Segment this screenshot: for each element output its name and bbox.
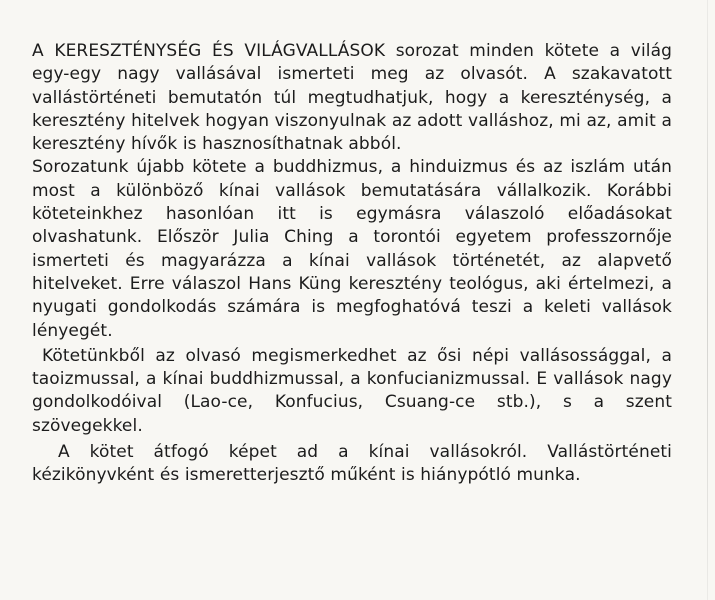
- paragraph-topics: Kötetünkből az olvasó megismerkedhet az ősi népi vallásossággal, a taoizmussal, a kínai buddhizmussal, a konfucianizmussal. E vallások nagy gondolkodóival (Lao-ce, Konfucius, Csuang-ce stb.), s a szent szövegekkel.: [32, 345, 672, 436]
- page-edge-shadow: [707, 0, 708, 600]
- paragraph-series-intro: A KERESZTÉNYSÉG ÉS VILÁGVALLÁSOK sorozat minden kötete a világ egy-egy nagy vallásával ismerteti meg az olvasót. A szakavatott vallástörténeti bemutatón túl megtudhatjuk, hogy a kereszténység, a keresztény hitelvek hogyan viszonyulnak az adott valláshoz, mi az, amit a keresztény hívők is hasznosíthatnak abból.: [32, 41, 672, 155]
- blurb-text-block: [32, 40, 672, 488]
- paragraph-volume-description: Sorozatunk újabb kötete a buddhizmus, a hinduizmus és az iszlám után most a különböző kínai vallások bemutatására vállalkozik. Korábbi köteteinkhez hasonlóan itt is egymásra válaszoló előadásokat olvashatunk. Először Julia Ching a torontói egyetem professzornője ismerteti és magyarázza a kínai vallások történetét, az alapvető hitelveket. Erre válaszol Hans Küng keresztény teológus, aki értelmezi, a nyugati gondolkodás számára is megfoghatóvá teszi a keleti vallások lényegét.: [32, 157, 672, 341]
- paragraph-summary: A kötet átfogó képet ad a kínai vallásokról. Vallástörténeti kézikönyvként és ismeretterjesztő műként is hiánypótló munka.: [32, 442, 672, 486]
